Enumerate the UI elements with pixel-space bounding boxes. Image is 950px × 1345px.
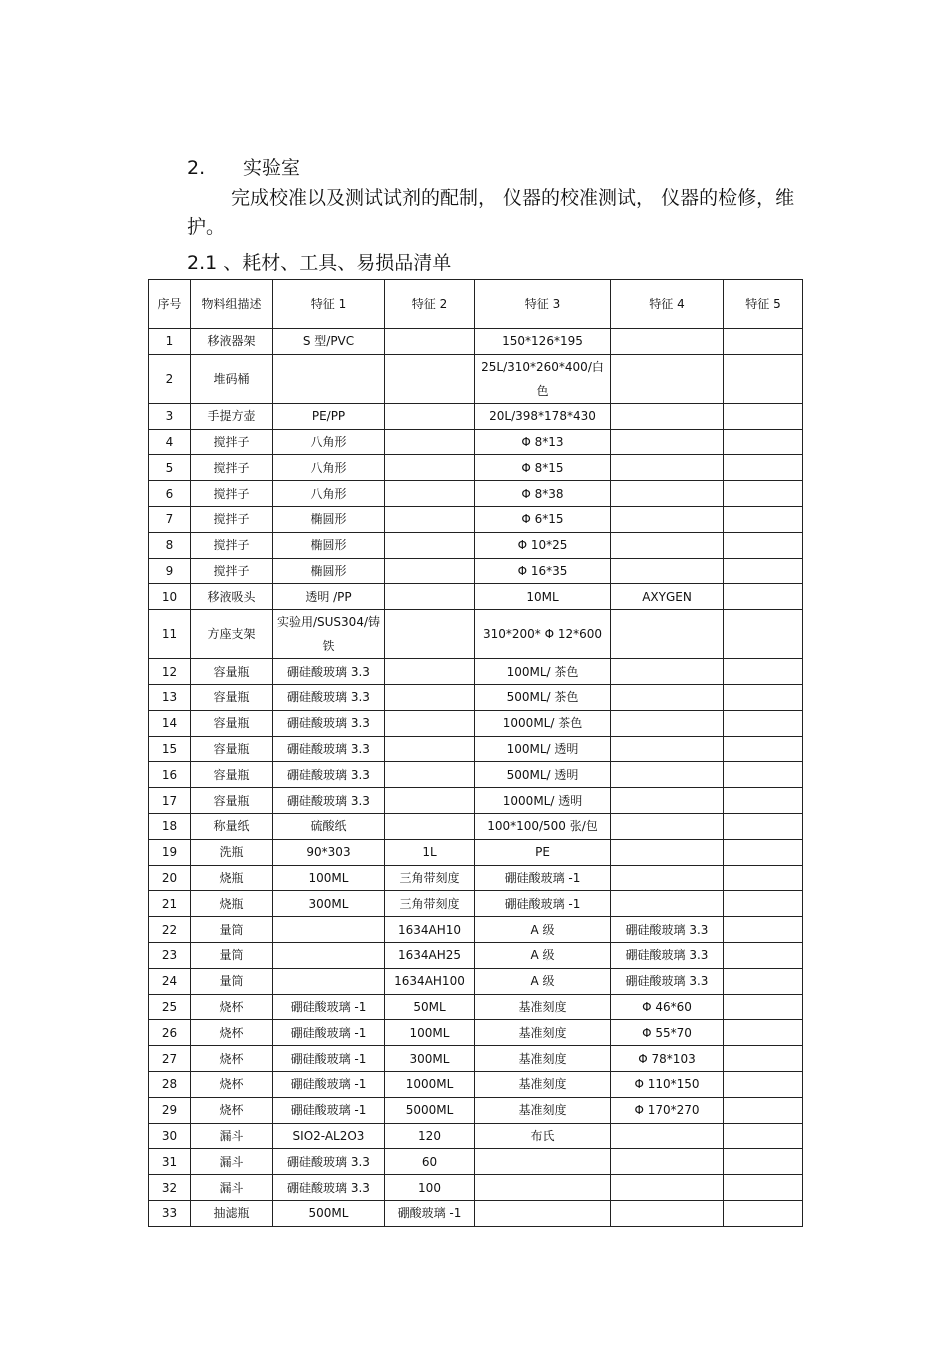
table-cell: 硼硅酸玻璃 -1 xyxy=(273,1071,385,1097)
table-cell: 33 xyxy=(149,1200,191,1226)
table-cell xyxy=(724,1020,803,1046)
table-cell: A 级 xyxy=(475,968,611,994)
table-cell: 抽滤瓶 xyxy=(191,1200,273,1226)
consumables-table xyxy=(148,279,803,1227)
table-cell: 三角带刻度 xyxy=(385,865,475,891)
table-cell: 500ML/ 茶色 xyxy=(475,684,611,710)
table-cell: S 型/PVC xyxy=(273,329,385,355)
table-cell xyxy=(385,659,475,685)
table-cell: 烧杯 xyxy=(191,994,273,1020)
table-cell xyxy=(724,481,803,507)
table-row xyxy=(149,865,803,891)
header-cell: 特征 4 xyxy=(611,280,724,329)
table-cell xyxy=(385,813,475,839)
table-cell: 洗瓶 xyxy=(191,839,273,865)
table-cell: 容量瓶 xyxy=(191,659,273,685)
table-row xyxy=(149,1200,803,1226)
table-row xyxy=(149,710,803,736)
table-cell: Φ 46*60 xyxy=(611,994,724,1020)
table-cell xyxy=(385,532,475,558)
table-cell: 堆码桶 xyxy=(191,354,273,403)
table-cell: 18 xyxy=(149,813,191,839)
table-row xyxy=(149,532,803,558)
table-cell: 搅拌子 xyxy=(191,506,273,532)
table-cell: 八角形 xyxy=(273,429,385,455)
table-cell xyxy=(724,455,803,481)
table-cell xyxy=(611,532,724,558)
header-cell: 特征 1 xyxy=(273,280,385,329)
table-cell: 1000ML/ 透明 xyxy=(475,788,611,814)
table-cell: 容量瓶 xyxy=(191,788,273,814)
table-cell: 13 xyxy=(149,684,191,710)
header-cell: 特征 3 xyxy=(475,280,611,329)
table-cell: 150*126*195 xyxy=(475,329,611,355)
table-row xyxy=(149,788,803,814)
table-cell: 量筒 xyxy=(191,968,273,994)
table-cell xyxy=(724,1175,803,1201)
table-cell: 硼硅酸玻璃 3.3 xyxy=(611,942,724,968)
table-cell xyxy=(724,917,803,943)
table-cell: 32 xyxy=(149,1175,191,1201)
table-cell: 10 xyxy=(149,584,191,610)
table-cell: 7 xyxy=(149,506,191,532)
table-cell xyxy=(724,1046,803,1072)
table-cell: 移液吸头 xyxy=(191,584,273,610)
table-cell xyxy=(611,558,724,584)
table-cell xyxy=(611,481,724,507)
table-cell: Φ 8*38 xyxy=(475,481,611,507)
header-cell: 特征 5 xyxy=(724,280,803,329)
table-cell: PE/PP xyxy=(273,403,385,429)
table-cell: 1634AH100 xyxy=(385,968,475,994)
table-cell: 硼硅酸玻璃 3.3 xyxy=(273,659,385,685)
table-cell xyxy=(724,736,803,762)
table-row xyxy=(149,429,803,455)
table-cell xyxy=(724,558,803,584)
table-cell: 1 xyxy=(149,329,191,355)
table-row xyxy=(149,1046,803,1072)
table-row xyxy=(149,994,803,1020)
table-cell: 硼硅酸玻璃 -1 xyxy=(273,1097,385,1123)
table-cell: 100ML xyxy=(385,1020,475,1046)
table-row xyxy=(149,1123,803,1149)
table-cell: 基准刻度 xyxy=(475,1071,611,1097)
table-cell xyxy=(475,1149,611,1175)
table-cell xyxy=(611,506,724,532)
table-cell xyxy=(273,968,385,994)
table-cell: 25L/310*260*400/白色 xyxy=(475,354,611,403)
table-cell xyxy=(385,788,475,814)
table-cell xyxy=(385,481,475,507)
section-paragraph-block xyxy=(187,184,803,242)
header-cell: 特征 2 xyxy=(385,280,475,329)
table-cell xyxy=(724,532,803,558)
table-row xyxy=(149,329,803,355)
table-row xyxy=(149,684,803,710)
table-cell: Φ 170*270 xyxy=(611,1097,724,1123)
table-cell xyxy=(611,354,724,403)
table-row xyxy=(149,558,803,584)
table-cell: 透明 /PP xyxy=(273,584,385,610)
table-cell: 硼硅酸玻璃 3.3 xyxy=(273,684,385,710)
table-cell xyxy=(611,891,724,917)
table-cell: 20 xyxy=(149,865,191,891)
table-cell: 搅拌子 xyxy=(191,481,273,507)
header-cell: 物料组描述 xyxy=(191,280,273,329)
table-cell: 漏斗 xyxy=(191,1123,273,1149)
table-cell xyxy=(385,762,475,788)
table-cell: 硼硅酸玻璃 -1 xyxy=(273,1046,385,1072)
table-cell xyxy=(611,403,724,429)
table-cell: 5000ML xyxy=(385,1097,475,1123)
subsection-title: 2.1 、耗材、工具、易损品清单 xyxy=(187,252,452,274)
table-row xyxy=(149,506,803,532)
table-cell xyxy=(385,610,475,659)
table-cell: 硼硅酸玻璃 3.3 xyxy=(273,736,385,762)
table-cell: 八角形 xyxy=(273,455,385,481)
table-cell xyxy=(611,684,724,710)
table-cell xyxy=(611,429,724,455)
table-cell: 硼酸玻璃 -1 xyxy=(385,1200,475,1226)
table-cell: 三角带刻度 xyxy=(385,891,475,917)
table-cell xyxy=(385,736,475,762)
table-cell xyxy=(724,659,803,685)
table-row xyxy=(149,942,803,968)
table-cell: Φ 8*13 xyxy=(475,429,611,455)
table-cell: 漏斗 xyxy=(191,1175,273,1201)
table-cell xyxy=(724,968,803,994)
table-cell xyxy=(611,710,724,736)
table-cell xyxy=(724,1149,803,1175)
table-cell xyxy=(724,506,803,532)
table-cell xyxy=(724,584,803,610)
table-cell: 120 xyxy=(385,1123,475,1149)
table-cell: 1L xyxy=(385,839,475,865)
table-row xyxy=(149,762,803,788)
table-cell: 8 xyxy=(149,532,191,558)
table-cell: 100ML/ 茶色 xyxy=(475,659,611,685)
table-row xyxy=(149,403,803,429)
table-cell xyxy=(475,1175,611,1201)
table-row xyxy=(149,584,803,610)
table-cell: 量筒 xyxy=(191,917,273,943)
table-cell xyxy=(611,736,724,762)
table-cell: 烧杯 xyxy=(191,1020,273,1046)
table-row xyxy=(149,1071,803,1097)
table-row xyxy=(149,659,803,685)
table-cell: 基准刻度 xyxy=(475,1020,611,1046)
table-cell: Φ 6*15 xyxy=(475,506,611,532)
table-cell: 26 xyxy=(149,1020,191,1046)
table-cell: 椭圆形 xyxy=(273,532,385,558)
table-cell xyxy=(611,762,724,788)
table-cell: 称量纸 xyxy=(191,813,273,839)
table-cell: 31 xyxy=(149,1149,191,1175)
table-cell xyxy=(385,558,475,584)
table-cell: 烧杯 xyxy=(191,1046,273,1072)
table-header-row xyxy=(149,280,803,329)
table-cell: 1000ML xyxy=(385,1071,475,1097)
table-cell: 容量瓶 xyxy=(191,684,273,710)
table-cell: 100ML xyxy=(273,865,385,891)
table-cell: Φ 10*25 xyxy=(475,532,611,558)
table-cell: 烧杯 xyxy=(191,1071,273,1097)
table-cell: 16 xyxy=(149,762,191,788)
table-cell: 28 xyxy=(149,1071,191,1097)
table-cell: 硼硅酸玻璃 3.3 xyxy=(273,762,385,788)
table-cell: 21 xyxy=(149,891,191,917)
table-cell: 30 xyxy=(149,1123,191,1149)
table-cell: 搅拌子 xyxy=(191,455,273,481)
table-cell: 6 xyxy=(149,481,191,507)
table-cell: 容量瓶 xyxy=(191,736,273,762)
table-cell xyxy=(724,813,803,839)
table-cell xyxy=(611,1200,724,1226)
table-cell: Φ 16*35 xyxy=(475,558,611,584)
table-cell: 25 xyxy=(149,994,191,1020)
table-cell xyxy=(385,403,475,429)
table-cell xyxy=(273,942,385,968)
table-cell xyxy=(724,762,803,788)
table-cell xyxy=(724,329,803,355)
table-cell xyxy=(724,684,803,710)
table-cell: 15 xyxy=(149,736,191,762)
table-cell: 310*200* Φ 12*600 xyxy=(475,610,611,659)
table-cell: Φ 78*103 xyxy=(611,1046,724,1072)
table-cell xyxy=(611,455,724,481)
table-cell xyxy=(724,403,803,429)
table-row xyxy=(149,839,803,865)
table-cell: 22 xyxy=(149,917,191,943)
table-cell: 硼硅酸玻璃 -1 xyxy=(475,891,611,917)
table-row xyxy=(149,917,803,943)
table-cell: 50ML xyxy=(385,994,475,1020)
table-cell: 23 xyxy=(149,942,191,968)
table-cell: 硼硅酸玻璃 -1 xyxy=(273,1020,385,1046)
table-cell: Φ 110*150 xyxy=(611,1071,724,1097)
table-cell xyxy=(724,354,803,403)
table-cell xyxy=(724,942,803,968)
table-cell xyxy=(385,584,475,610)
table-cell xyxy=(724,788,803,814)
table-cell xyxy=(724,1200,803,1226)
table-cell: 硼硅酸玻璃 3.3 xyxy=(611,968,724,994)
table-cell xyxy=(611,1175,724,1201)
table-cell: 27 xyxy=(149,1046,191,1072)
table-cell xyxy=(724,710,803,736)
table-cell xyxy=(724,1097,803,1123)
table-cell: 19 xyxy=(149,839,191,865)
table-cell: 硼硅酸玻璃 3.3 xyxy=(273,710,385,736)
table-cell xyxy=(724,839,803,865)
table-cell: 八角形 xyxy=(273,481,385,507)
table-cell: 1634AH10 xyxy=(385,917,475,943)
table-row xyxy=(149,481,803,507)
table-cell xyxy=(385,429,475,455)
table-cell: 1634AH25 xyxy=(385,942,475,968)
table-cell xyxy=(273,354,385,403)
table-cell: 硼硅酸玻璃 3.3 xyxy=(273,788,385,814)
table-cell: 20L/398*178*430 xyxy=(475,403,611,429)
table-cell: 硫酸纸 xyxy=(273,813,385,839)
table-row xyxy=(149,354,803,403)
table-cell: 量筒 xyxy=(191,942,273,968)
table-cell: 100 xyxy=(385,1175,475,1201)
table-cell: 搅拌子 xyxy=(191,532,273,558)
table-cell: 搅拌子 xyxy=(191,429,273,455)
table-cell: 60 xyxy=(385,1149,475,1175)
table-cell: 搅拌子 xyxy=(191,558,273,584)
table-cell: 10ML xyxy=(475,584,611,610)
table-cell xyxy=(611,1123,724,1149)
table-row xyxy=(149,813,803,839)
table-row xyxy=(149,891,803,917)
table-row xyxy=(149,610,803,659)
table-cell xyxy=(724,1071,803,1097)
table-cell xyxy=(611,329,724,355)
table-cell: 100ML/ 透明 xyxy=(475,736,611,762)
table-cell: 29 xyxy=(149,1097,191,1123)
table-row xyxy=(149,1097,803,1123)
table-cell: 基准刻度 xyxy=(475,994,611,1020)
table-cell: 24 xyxy=(149,968,191,994)
table-cell xyxy=(724,891,803,917)
table-cell xyxy=(724,610,803,659)
table-cell: 移液器架 xyxy=(191,329,273,355)
table-cell: 基准刻度 xyxy=(475,1097,611,1123)
table-body xyxy=(149,329,803,1227)
table-cell: 500ML xyxy=(273,1200,385,1226)
table-cell: 椭圆形 xyxy=(273,506,385,532)
table-cell xyxy=(385,684,475,710)
table-cell: 硼硅酸玻璃 -1 xyxy=(273,994,385,1020)
table-row xyxy=(149,968,803,994)
table-cell: 容量瓶 xyxy=(191,710,273,736)
table-cell: 100*100/500 张/包 xyxy=(475,813,611,839)
table-cell: 9 xyxy=(149,558,191,584)
header-cell: 序号 xyxy=(149,280,191,329)
table-cell xyxy=(611,610,724,659)
table-cell: 300ML xyxy=(273,891,385,917)
table-cell: 14 xyxy=(149,710,191,736)
table-cell: 1000ML/ 茶色 xyxy=(475,710,611,736)
table-cell: AXYGEN xyxy=(611,584,724,610)
table-cell: 17 xyxy=(149,788,191,814)
table-cell: 方座支架 xyxy=(191,610,273,659)
table-cell: 容量瓶 xyxy=(191,762,273,788)
table-cell xyxy=(385,506,475,532)
table-cell: 4 xyxy=(149,429,191,455)
table-cell: 布氏 xyxy=(475,1123,611,1149)
table-cell: 烧瓶 xyxy=(191,865,273,891)
table-cell xyxy=(611,788,724,814)
table-cell: PE xyxy=(475,839,611,865)
section-heading xyxy=(187,153,300,180)
table-row xyxy=(149,736,803,762)
table-cell: 硼硅酸玻璃 3.3 xyxy=(273,1175,385,1201)
table-cell: 硼硅酸玻璃 -1 xyxy=(475,865,611,891)
table-cell xyxy=(611,1149,724,1175)
table-cell xyxy=(724,994,803,1020)
table-cell: 烧瓶 xyxy=(191,891,273,917)
table-cell: 烧杯 xyxy=(191,1097,273,1123)
table-cell: 硼硅酸玻璃 3.3 xyxy=(273,1149,385,1175)
table-cell xyxy=(611,659,724,685)
table-cell xyxy=(385,710,475,736)
table-cell xyxy=(611,865,724,891)
table-cell: 椭圆形 xyxy=(273,558,385,584)
table-cell: 手提方壶 xyxy=(191,403,273,429)
section-paragraph: 完成校准以及测试试剂的配制， 仪器的校准测试， 仪器的检修，维护。 xyxy=(187,187,795,238)
table-cell: 2 xyxy=(149,354,191,403)
table-cell: Φ 8*15 xyxy=(475,455,611,481)
table-cell: 300ML xyxy=(385,1046,475,1072)
table-cell xyxy=(273,917,385,943)
table-cell: Φ 55*70 xyxy=(611,1020,724,1046)
table-cell: 5 xyxy=(149,455,191,481)
table-cell xyxy=(385,329,475,355)
table-cell: 硼硅酸玻璃 3.3 xyxy=(611,917,724,943)
table-cell: 基准刻度 xyxy=(475,1046,611,1072)
table-cell: 11 xyxy=(149,610,191,659)
table-cell: A 级 xyxy=(475,942,611,968)
table-cell xyxy=(724,429,803,455)
table-cell: 90*303 xyxy=(273,839,385,865)
table-cell: 500ML/ 透明 xyxy=(475,762,611,788)
table-cell xyxy=(724,865,803,891)
table-cell: SIO2-AL2O3 xyxy=(273,1123,385,1149)
table-cell xyxy=(475,1200,611,1226)
table-row xyxy=(149,455,803,481)
table-cell xyxy=(385,455,475,481)
table-cell: 3 xyxy=(149,403,191,429)
table-cell: 漏斗 xyxy=(191,1149,273,1175)
table-cell xyxy=(611,813,724,839)
table-cell: 实验用/SUS304/铸铁 xyxy=(273,610,385,659)
table-cell: 12 xyxy=(149,659,191,685)
table-cell xyxy=(724,1123,803,1149)
table-row xyxy=(149,1020,803,1046)
table-cell xyxy=(611,839,724,865)
section-title: 实验室 xyxy=(243,157,301,179)
table-cell xyxy=(385,354,475,403)
table-row xyxy=(149,1149,803,1175)
table-row xyxy=(149,1175,803,1201)
table-cell: A 级 xyxy=(475,917,611,943)
section-number: 2. xyxy=(187,157,206,179)
